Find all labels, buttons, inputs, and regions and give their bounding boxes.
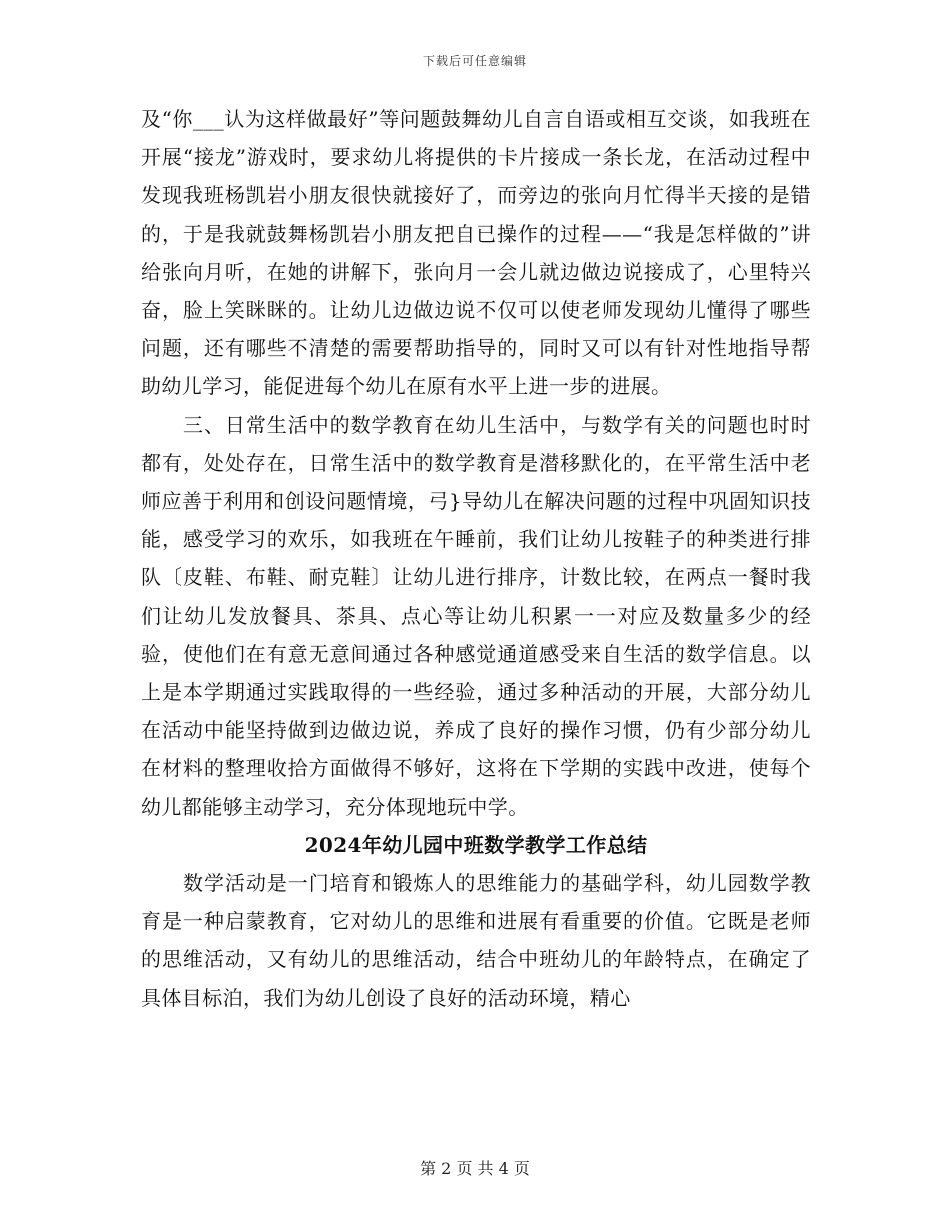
section-title: 2024年幼儿园中班数学教学工作总结	[304, 832, 648, 857]
paragraph-daily-life-math: 三、日常生活中的数学教育在幼儿生活中，与数学有关的问题也时时都有，处处存在，日常生活中的数学教育是潜移默化的，在平常生活中老师应善于利用和创设问题情境，弓}导幼儿在解决问题的过程中巩固知识技能，感受学习的欢乐，如我班在午睡前，我们让幼儿按鞋子的种类进行排队〔皮鞋、布鞋、耐克鞋〕让幼儿进行排序，计数比较，在两点一餐时我们让幼儿发放餐具、茶具、点心等让幼儿积累一一对应及数量多少的经验，使他们在有意无意间通过各种感觉通道感受来自生活的数学信息。以上是本学期通过实践取得的一些经验，通过多种活动的开展，大部分幼儿在活动中能坚持做到边做边说，养成了良好的操作习惯，仍有少部分幼儿在材料的整理收拾方面做得不够好，这将在下学期的实践中改进，使每个幼儿都能够主动学习，充分体现地玩中学。	[141, 412, 811, 819]
page-number: 第 2 页 共 4 页	[420, 1159, 530, 1178]
page-header: 下载后可任意编辑	[422, 54, 527, 68]
document-body	[141, 100, 811, 1017]
paragraph-summary-intro: 数学活动是一门培育和锻炼人的思维能力的基础学科，幼儿园数学教育是一种启蒙教育，它对幼儿的思维和进展有看重要的价值。它既是老师的思维活动，又有幼儿的思维活动，结合中班幼儿的年龄特点，在确定了具体目标泊，我们为幼儿创设了良好的活动环境，精心	[141, 871, 811, 1010]
paragraph-continued: 及“你___认为这样做最好”等问题鼓舞幼儿自言自语或相互交谈，如我班在开展“接龙”游戏时，要求幼儿将提供的卡片接成一条长龙，在活动过程中发现我班杨凯岩小朋友很快就接好了，而旁边的张向月忙得半天接的是错的，于是我就鼓舞杨凯岩小朋友把自已操作的过程——“我是怎样做的”讲给张向月听，在她的讲解下，张向月一会儿就边做边说接成了，心里特兴奋，脸上笑眯眯的。让幼儿边做边说不仅可以使老师发现幼儿懂得了哪些问题，还有哪些不清楚的需要帮助指导的，同时又可以有针对性地指导帮助幼儿学习，能促进每个幼儿在原有水平上进一步的进展。	[141, 107, 811, 399]
